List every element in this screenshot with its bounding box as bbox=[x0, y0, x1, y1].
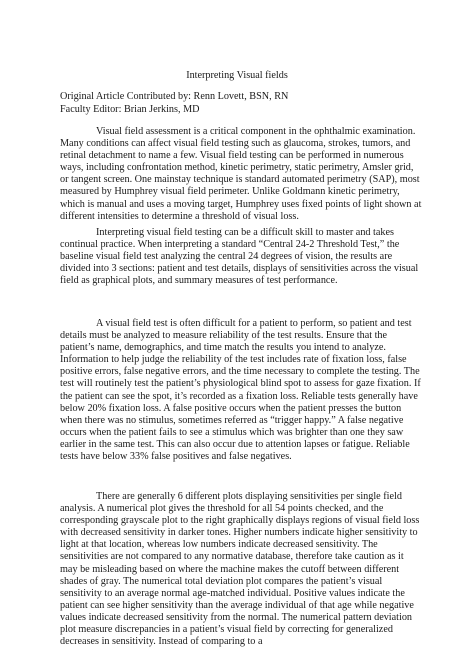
paragraph-intro: Visual field assessment is a critical component in the ophthalmic examination. Many conditions can affect visual field testing such as glaucoma, strokes, tumors, and retinal detachment to name a few. Visual field testing can be performed in numerous ways, including confrontation method, kinetic perimetry, static perimetry, Amsler grid, or tangent screen. One mainstay technique is standard automated perimetry (SAP), most measured by Humphrey visual field perimeter. Unlike Goldmann kinetic perimetry, which is manual and uses a moving target, Humphrey uses fixed points of light shown at different intensities to determine a threshold of visual loss. bbox=[60, 126, 422, 222]
paragraph-plots: There are generally 6 different plots displaying sensitivities per single field analysis. A numerical plot gives the threshold for all 54 points checked, and the corresponding grayscale plot to the right graphically displays regions of visual field loss with decreased sensitivity in darker tones. Higher numbers indicate higher sensitivity to light at that location, whereas low numbers indicate decreased sensitivity. The sensitivities are not compared to any normative database, therefore take caution as it may be misleading based on where the machine makes the cutoff between different shades of gray. The numerical total deviation plot compares the patient’s visual sensitivity to an average normal age-matched individual. Positive values indicate the patient can see higher sensitivity than the average individual of that age while negative values indicate decreased sensitivity from the normal. The numerical pattern deviation plot measure discrepancies in a patient’s visual field by correcting for generalized decreases in sensitivity. Instead of comparing to a bbox=[60, 491, 420, 648]
faculty-editor-line: Faculty Editor: Brian Jerkins, MD bbox=[60, 104, 200, 115]
paragraph-interpretation: Interpreting visual field testing can be a difficult skill to master and takes continual practice. When interpreting a standard “Central 24-2 Threshold Test,” the baseline visual field test analyzing the central 24 degrees of vision, the results are divided into 3 sections: patient and test details, displays of sensitivities across the visual field as graphical plots, and summary measures of test performance. bbox=[60, 227, 419, 287]
paragraph-reliability: A visual field test is often difficult for a patient to perform, so patient and test details must be analyzed to measure reliability of the test results. Ensure that the patient’s name, demographics, and time match the results you intend to analyze. Information to help judge the reliability of the test includes rate of fixation loss, false positive errors, false negative errors, and the time necessary to complete the testing. The test will routinely test the patient’s physiological blind spot to assess for gaze fixation. If the patient can see the spot, it’s recorded as a fixation loss. Reliable tests generally have below 20% fixation loss. A false positive occurs when the patient presses the button when there was no stimulus, sometimes referred as “trigger happy.” A false negative occurs when the patient fails to see a stimulus which was brighter than one they saw earlier in the same test. This can also occur due to attention lapses or fatigue. Reliable tests have below 33% false positives and false negatives. bbox=[60, 318, 421, 463]
document-title: Interpreting Visual fields bbox=[186, 70, 288, 81]
contributor-line: Original Article Contributed by: Renn Lovett, BSN, RN bbox=[60, 91, 289, 102]
